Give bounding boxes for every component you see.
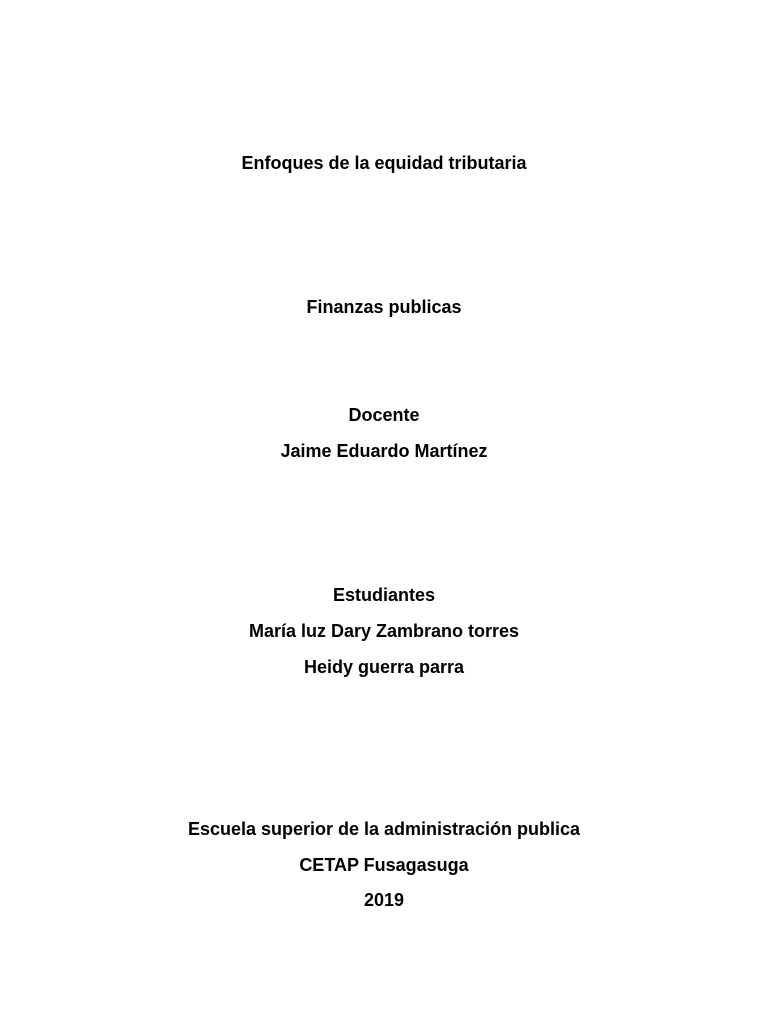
campus-name: CETAP Fusagasuga: [299, 855, 469, 875]
course-name: Finanzas publicas: [306, 297, 462, 317]
institution-name: Escuela superior de la administración publica: [187, 819, 581, 839]
students-heading: Estudiantes: [332, 585, 436, 605]
document-year: 2019: [363, 890, 405, 910]
document-title: Enfoques de la equidad tributaria: [241, 153, 527, 173]
student-name: Heidy guerra parra: [303, 657, 465, 677]
student-name: María luz Dary Zambrano torres: [248, 621, 520, 641]
teacher-heading: Docente: [348, 405, 420, 425]
teacher-name: Jaime Eduardo Martínez: [280, 441, 488, 461]
